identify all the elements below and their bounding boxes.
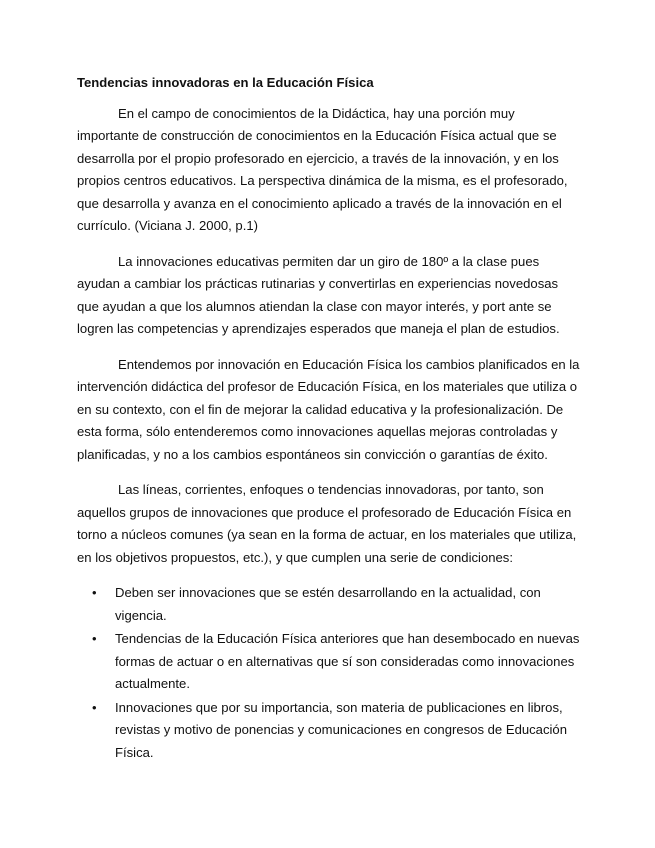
paragraph-1: En el campo de conocimientos de la Didáctica, hay una porción muy importante de construcción de conocimientos en la Educación Física actual que se desarrolla por el propio profesorado en ejercicio, a través de la innovación, y en los propios centros educativos. La perspectiva dinámica de la misma, es el profesorado, que desarrolla y avanza en el conocimiento aplicado a través de la innovación en el currículo. (Viciana J. 2000, p.1) [77, 105, 568, 233]
conditions-list [77, 582, 580, 764]
paragraph-4: Las líneas, corrientes, enfoques o tendencias innovadoras, por tanto, son aquellos grupos de innovaciones que produce el profesorado de Educación Física en torno a núcleos comunes (ya sean en la forma de actuar, en los materiales que utiliza, en los objetivos propuestos, etc.), y que cumplen una serie de condiciones: [77, 482, 577, 565]
bullet-icon: • [92, 699, 97, 715]
list-item [77, 697, 580, 765]
list-item [77, 628, 580, 696]
list-item [77, 582, 580, 627]
list-item-text: Deben ser innovaciones que se estén desarrollando en la actualidad, con vigencia. [115, 585, 541, 623]
document-title: Tendencias innovadoras en la Educación Física [77, 75, 374, 90]
paragraph-2: La innovaciones educativas permiten dar un giro de 180º a la clase pues ayudan a cambiar los prácticas rutinarias y convertirlas en experiencias novedosas que ayudan a que los alumnos atiendan la clase con mayor interés, y port ante se logren las competencias y aprendizajes esperados que maneja el plan de estudios. [77, 253, 560, 336]
document-body [77, 72, 580, 765]
paragraph-3: Entendemos por innovación en Educación Física los cambios planificados en la intervención didáctica del profesor de Educación Física, en los materiales que utiliza o en su contexto, con el fin de mejorar la calidad educativa y la profesionalización. De esta forma, sólo entenderemos como innovaciones aquellas mejoras controladas y planificadas, y no a los cambios espontáneos sin convicción o garantías de éxito. [77, 356, 580, 462]
bullet-icon: • [92, 631, 97, 646]
list-item-text: Tendencias de la Educación Física anteriores que han desembocado en nuevas formas de actuar o en alternativas que sí son consideradas como innovaciones actualmente. [115, 631, 580, 691]
bullet-icon: • [92, 585, 97, 600]
list-item-text: Innovaciones que por su importancia, son materia de publicaciones en libros, revistas y motivo de ponencias y comunicaciones en congresos de Educación Física. [115, 699, 567, 760]
